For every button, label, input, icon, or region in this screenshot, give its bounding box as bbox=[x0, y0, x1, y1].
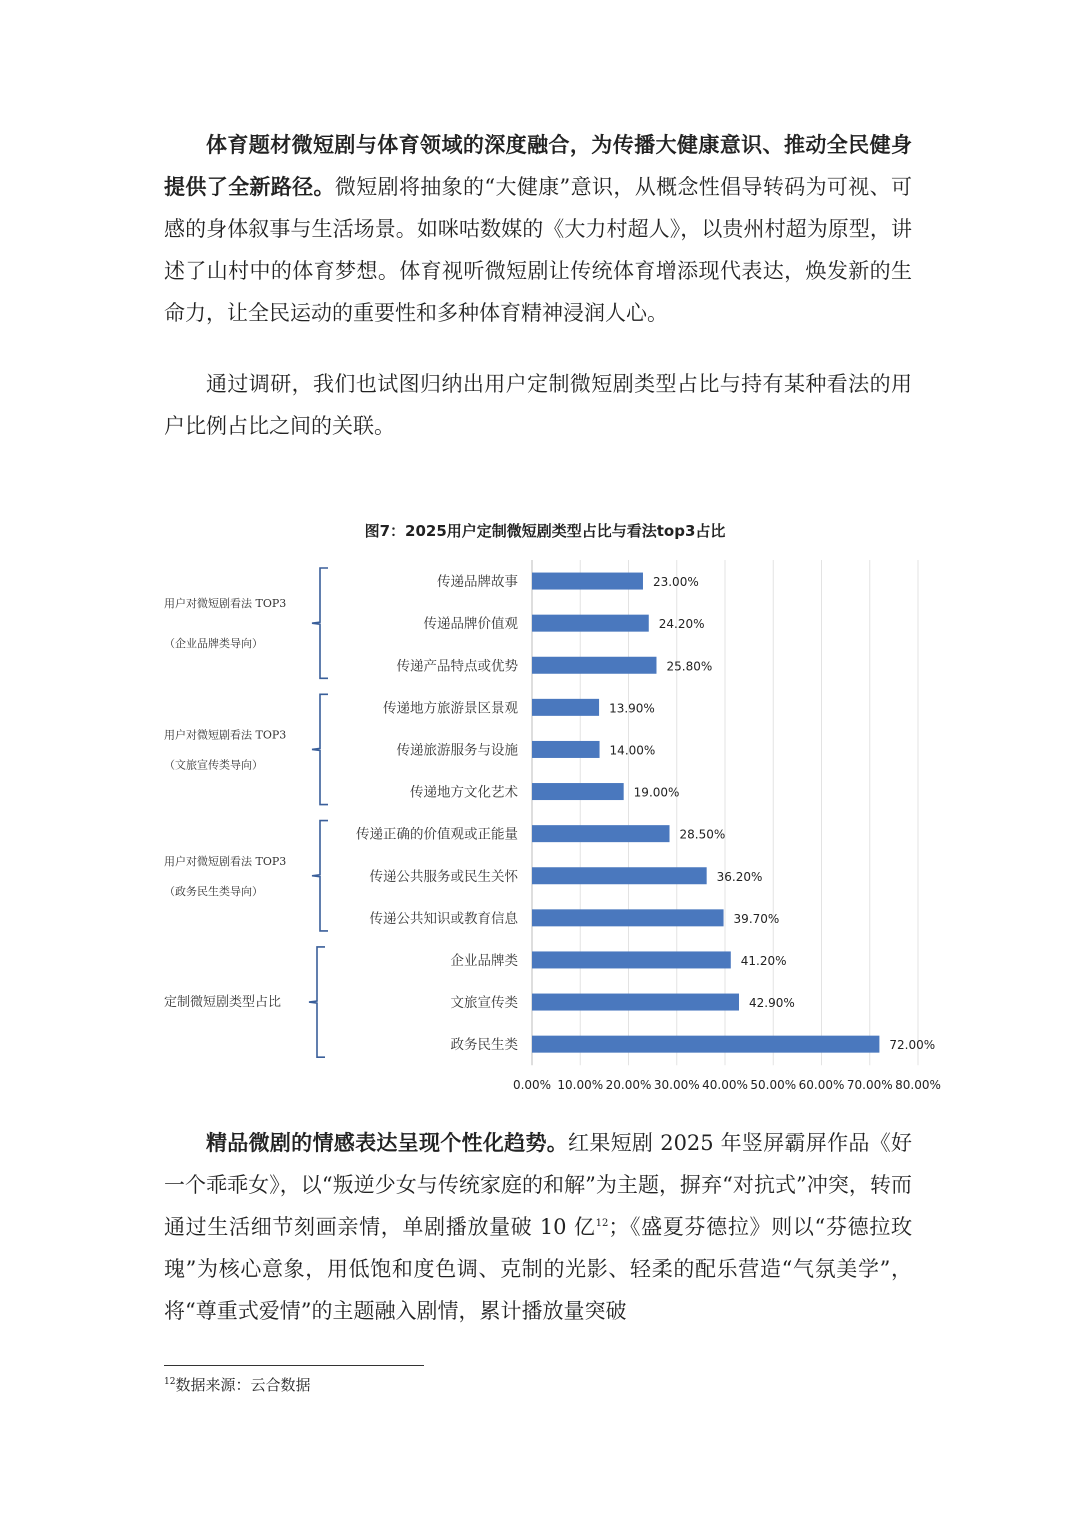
group-bracket bbox=[309, 947, 325, 1057]
bar-chart bbox=[0, 500, 1080, 1100]
data-label: 14.00% bbox=[609, 743, 656, 758]
category-label: 文旅宣传类 bbox=[450, 995, 518, 1012]
x-tick-label: 60.00% bbox=[798, 1078, 845, 1093]
footnote-ref[interactable]: 12 bbox=[595, 1218, 609, 1229]
data-label: 25.80% bbox=[666, 659, 713, 674]
group-bracket bbox=[312, 821, 328, 931]
data-label: 41.20% bbox=[740, 953, 787, 968]
x-tick-label: 50.00% bbox=[750, 1078, 797, 1093]
data-label: 36.20% bbox=[716, 869, 763, 884]
data-label: 19.00% bbox=[633, 785, 680, 800]
bar bbox=[532, 741, 600, 758]
category-label: 企业品牌类 bbox=[450, 952, 518, 969]
category-label: 传递正确的价值观或正能量 bbox=[356, 826, 518, 843]
paragraph-emotion-trend bbox=[164, 1122, 912, 1332]
bar bbox=[532, 615, 649, 632]
group-label: 定制微短剧类型占比 bbox=[164, 995, 282, 1011]
category-label: 传递旅游服务与设施 bbox=[396, 742, 518, 759]
group-label: 用户对微短剧看法 TOP3 bbox=[164, 854, 287, 868]
footnote-divider bbox=[164, 1365, 424, 1366]
footnote-text: 数据来源：云合数据 bbox=[175, 1376, 311, 1394]
group-sublabel: （文旅宣传类导向） bbox=[164, 758, 263, 772]
group-bracket bbox=[312, 694, 328, 804]
data-label: 39.70% bbox=[733, 911, 780, 926]
paragraph-sports-health bbox=[164, 124, 912, 334]
group-label: 用户对微短剧看法 TOP3 bbox=[164, 728, 287, 742]
data-label: 28.50% bbox=[679, 827, 726, 842]
paragraph-lead-bold: 体育题材微短剧与体育领域的深度融合，为传播大健康意识、推动全民健身提供了全新路径。 bbox=[164, 132, 912, 199]
category-label: 传递品牌故事 bbox=[437, 574, 518, 591]
data-label: 72.00% bbox=[889, 1038, 936, 1053]
footnote-number: 12 bbox=[164, 1377, 176, 1387]
bar bbox=[532, 994, 739, 1011]
category-label: 传递产品特点或优势 bbox=[396, 658, 518, 675]
bar bbox=[532, 699, 599, 716]
category-label: 传递地方旅游景区景观 bbox=[383, 700, 518, 717]
group-sublabel: （政务民生类导向） bbox=[164, 884, 263, 898]
chart-title: 图7：2025用户定制微短剧类型占比与看法top3占比 bbox=[364, 522, 726, 540]
bar bbox=[532, 1036, 879, 1053]
x-tick-label: 40.00% bbox=[702, 1078, 748, 1093]
paragraph-body: 微短剧将抽象的“大健康”意识，从概念性倡导转码为可视、可感的身体叙事与生活场景。如咪咕数媒的《大力村超人》，以贵州村超为原型，讲述了山村中的体育梦想。体育视听微短剧让传统体育增添现代表达，焕发新的生命力，让全民运动的重要性和多种体育精神浸润人心。 bbox=[164, 175, 912, 325]
bar bbox=[532, 783, 624, 800]
x-tick-label: 80.00% bbox=[895, 1078, 941, 1093]
bar bbox=[532, 573, 643, 590]
x-tick-label: 0.00% bbox=[512, 1078, 552, 1093]
category-label: 政务民生类 bbox=[450, 1037, 518, 1054]
group-bracket bbox=[312, 568, 328, 678]
footnote bbox=[164, 1374, 310, 1396]
paragraph-body-a: 红果短剧 2025 年竖屏霸屏作品《好一个乖乖女》，以“叛逆少女与传统家庭的和解”为主题，摒弃“对抗式”冲突，转而通过生活细节刻画亲情，单剧播放量破 10 亿 bbox=[164, 1131, 912, 1239]
paragraph-survey-intro bbox=[164, 363, 912, 447]
x-tick-label: 20.00% bbox=[605, 1078, 652, 1093]
paragraph-body-b: ；《盛夏芬德拉》则以“芬德拉玫瑰”为核心意象，用低饱和度色调、克制的光影、轻柔的配乐营造“气氛美学”，将“尊重式爱情”的主题融入剧情，累计播放量突破 bbox=[164, 1215, 912, 1323]
group-sublabel: （企业品牌类导向） bbox=[164, 637, 263, 651]
category-label: 传递公共知识或教育信息 bbox=[369, 910, 518, 927]
bar bbox=[532, 825, 670, 842]
category-label: 传递公共服务或民生关怀 bbox=[369, 868, 518, 885]
x-tick-label: 10.00% bbox=[557, 1078, 604, 1093]
bar bbox=[532, 909, 724, 926]
data-label: 42.90% bbox=[748, 996, 795, 1011]
bar bbox=[532, 867, 707, 884]
data-label: 23.00% bbox=[652, 575, 699, 590]
paragraph-body: 通过调研，我们也试图归纳出用户定制微短剧类型占比与持有某种看法的用户比例占比之间的关联。 bbox=[164, 372, 912, 438]
category-label: 传递地方文化艺术 bbox=[410, 784, 518, 801]
bar bbox=[532, 657, 656, 674]
data-label: 13.90% bbox=[609, 701, 655, 716]
paragraph-lead-bold: 精品微剧的情感表达呈现个性化趋势。 bbox=[206, 1130, 569, 1155]
data-label: 24.20% bbox=[658, 617, 705, 632]
category-label: 传递品牌价值观 bbox=[423, 616, 518, 633]
x-tick-label: 30.00% bbox=[653, 1078, 700, 1093]
x-tick-label: 70.00% bbox=[846, 1078, 893, 1093]
group-label: 用户对微短剧看法 TOP3 bbox=[164, 597, 287, 611]
bar bbox=[532, 951, 731, 968]
